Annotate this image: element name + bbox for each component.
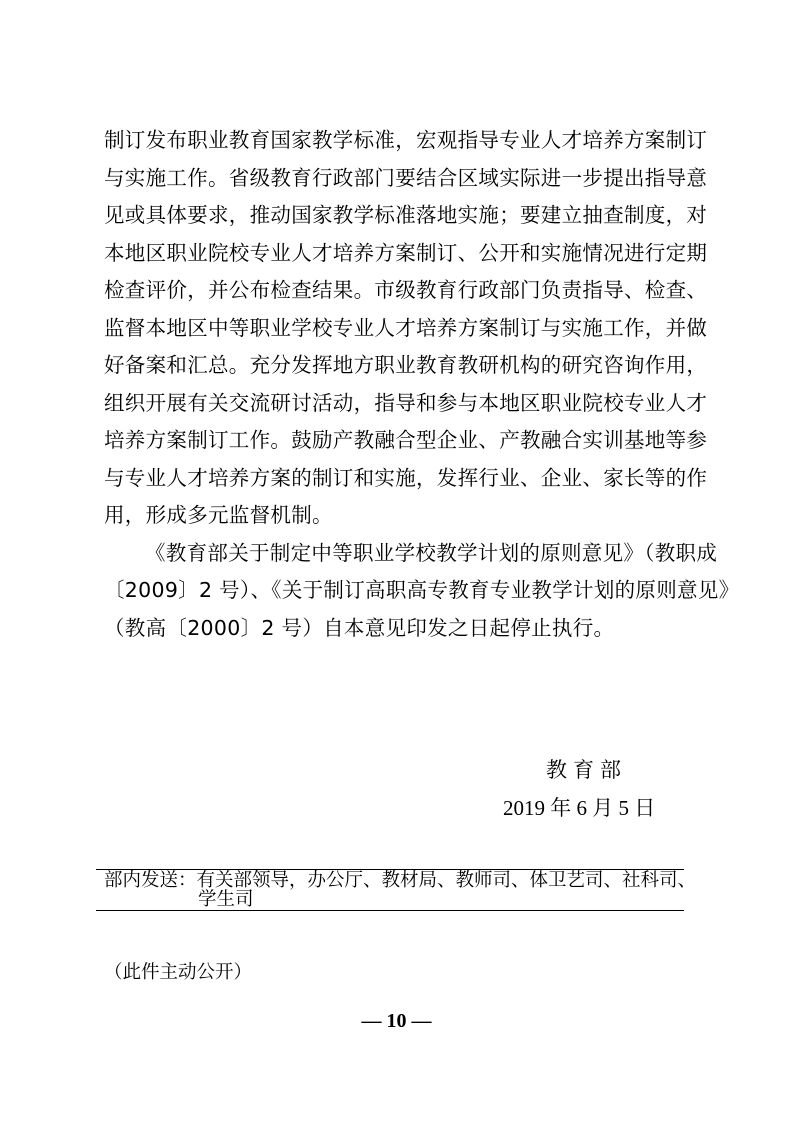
paragraph1-line: 见或具体要求，推动国家教学标准落地实施；要建立抽查制度，对: [104, 203, 708, 227]
distribution-bottom-rule: [96, 910, 684, 911]
paragraph1-line: 培养方案制订工作。鼓励产教融合型企业、产教融合实训基地等参: [104, 428, 708, 452]
document-body: [104, 122, 740, 647]
public-release-note: （此件主动公开）: [104, 962, 253, 983]
distribution-list: [104, 871, 696, 909]
paragraph1-line: 与专业人才培养方案的制订和实施，发挥行业、企业、家长等的作: [104, 465, 708, 490]
paragraph1-line: 组织开展有关交流研讨活动，指导和参与本地区职业院校专业人才: [104, 390, 708, 415]
paragraph2-line: （教高〔2000〕2 号）自本意见印发之日起停止执行。: [104, 615, 615, 640]
page-number: — 10 —: [361, 1010, 432, 1032]
paragraph1-line: 本地区职业院校专业人才培养方案制订、公开和实施情况进行定期: [104, 240, 708, 265]
issuer-signature: 教育部: [546, 758, 627, 782]
paragraph1-line: 与实施工作。省级教育行政部门要结合区域实际进一步提出指导意: [104, 165, 708, 190]
distribution-line-2: 学生司: [198, 889, 254, 910]
issue-date: 2019 年 6 月 5 日: [503, 796, 656, 820]
paragraph1-line: 用，形成多元监督机制。: [104, 503, 333, 527]
paragraph2-line: 〔2009〕2 号）、《关于制订高职高专教育专业教学计划的原则意见》: [104, 578, 740, 602]
paragraph1-line: 好备案和汇总。充分发挥地方职业教育教研机构的研究咨询作用，: [104, 353, 708, 377]
paragraph1-line: 检查评价，并公布检查结果。市级教育行政部门负责指导、检查、: [104, 278, 708, 302]
paragraph1-line: 监督本地区中等职业学校专业人才培养方案制订与实施工作，并做: [104, 315, 708, 340]
paragraph2-line: 《教育部关于制定中等职业学校教学计划的原则意见》（教职成: [145, 540, 718, 565]
distribution-line-1: 部内发送：有关部领导，办公厅、教材局、教师司、体卫艺司、社科司、: [104, 870, 697, 891]
paragraph1-line: 制订发布职业教育国家教学标准，宏观指导专业人才培养方案制订: [104, 128, 708, 152]
